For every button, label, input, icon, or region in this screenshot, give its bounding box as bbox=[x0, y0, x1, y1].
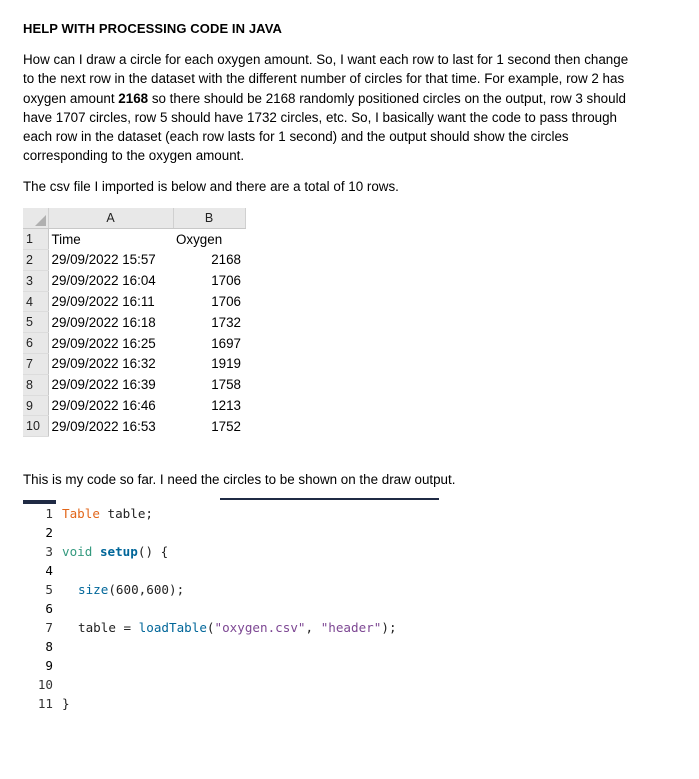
cell-time: 29/09/2022 16:53 bbox=[51, 418, 156, 434]
code-line-5 bbox=[78, 580, 184, 599]
line-number: 7 bbox=[23, 618, 56, 637]
cell-time: 29/09/2022 16:25 bbox=[51, 335, 156, 351]
cell-time: 29/09/2022 16:04 bbox=[51, 273, 156, 289]
code-text: ( bbox=[206, 620, 215, 635]
question-body-paragraph bbox=[23, 50, 633, 166]
code-line-7 bbox=[78, 618, 397, 637]
table-row bbox=[23, 312, 245, 333]
line-number: 1 bbox=[23, 504, 56, 523]
cell-oxygen: 2168 bbox=[211, 252, 241, 268]
cell-time: Time bbox=[51, 231, 81, 247]
row-number: 6 bbox=[23, 333, 48, 354]
code-text: , bbox=[305, 620, 321, 635]
para-bold-value: 2168 bbox=[118, 90, 149, 106]
code-line-1 bbox=[62, 504, 153, 523]
row-number: 7 bbox=[23, 354, 48, 375]
row-number: 4 bbox=[23, 291, 48, 312]
table-row bbox=[23, 333, 245, 354]
code-line-3 bbox=[62, 542, 168, 561]
table-row bbox=[23, 229, 245, 250]
para-text-cont: so there should be 2168 randomly positioned circles on the output, row 3 should have 1707 circles, row 5 should have 1732 circles, etc. So, I basically want the code to pass through each row in the dataset (each row lasts for 1 second) and the output should show the circles corresponding to the oxygen amount. bbox=[23, 90, 626, 164]
table-row bbox=[23, 354, 245, 375]
table-row bbox=[23, 395, 245, 416]
row-number: 9 bbox=[23, 395, 48, 416]
type-keyword: Table bbox=[62, 506, 100, 521]
cell-oxygen: Oxygen bbox=[176, 231, 223, 247]
line-number: 3 bbox=[23, 542, 56, 561]
cell-oxygen: 1706 bbox=[211, 273, 241, 289]
table-row bbox=[23, 291, 245, 312]
row-number: 10 bbox=[23, 416, 48, 437]
cell-oxygen: 1706 bbox=[211, 294, 241, 310]
column-header-a: A bbox=[48, 208, 173, 229]
code-text: table; bbox=[99, 506, 153, 521]
function-call: loadTable bbox=[138, 620, 207, 635]
function-name: setup bbox=[99, 544, 138, 559]
line-number: 6 bbox=[23, 599, 56, 618]
line-number: 11 bbox=[23, 694, 56, 713]
cell-oxygen: 1732 bbox=[211, 314, 241, 330]
csv-intro-paragraph: The csv file I imported is below and there are a total of 10 rows. bbox=[23, 179, 399, 194]
code-text: } bbox=[62, 696, 70, 711]
line-number: 5 bbox=[23, 580, 56, 599]
cell-time: 29/09/2022 16:39 bbox=[51, 377, 156, 393]
line-number: 9 bbox=[23, 656, 56, 675]
code-block bbox=[23, 500, 439, 712]
row-number: 3 bbox=[23, 270, 48, 291]
cell-oxygen: 1213 bbox=[211, 398, 241, 414]
row-number: 2 bbox=[23, 250, 48, 271]
row-number: 5 bbox=[23, 312, 48, 333]
cell-time: 29/09/2022 16:32 bbox=[51, 356, 156, 372]
table-row bbox=[23, 270, 245, 291]
cell-oxygen: 1752 bbox=[211, 418, 241, 434]
line-number: 4 bbox=[23, 561, 56, 580]
code-intro-paragraph: This is my code so far. I need the circles to be shown on the draw output. bbox=[23, 472, 456, 487]
select-all-corner bbox=[23, 208, 48, 229]
code-text: () { bbox=[137, 544, 169, 559]
column-header-b: B bbox=[173, 208, 245, 229]
line-number: 2 bbox=[23, 523, 56, 542]
cell-time: 29/09/2022 15:57 bbox=[51, 252, 156, 268]
row-number: 1 bbox=[23, 229, 48, 250]
question-title: HELP WITH PROCESSING CODE IN JAVA bbox=[23, 21, 282, 36]
string-literal: "oxygen.csv" bbox=[214, 620, 306, 635]
cell-time: 29/09/2022 16:18 bbox=[51, 314, 156, 330]
cell-oxygen: 1697 bbox=[211, 335, 241, 351]
table-row bbox=[23, 416, 245, 437]
para-text: How can I draw a circle for each oxygen amount. So, I want each row to last for 1 second then change to the next row in the dataset with the different number of circles for that time. For example, row 2 has oxygen amount bbox=[23, 52, 629, 106]
csv-spreadsheet bbox=[23, 208, 246, 437]
cell-time: 29/09/2022 16:46 bbox=[51, 398, 156, 414]
table-row bbox=[23, 374, 245, 395]
row-number: 8 bbox=[23, 374, 48, 395]
line-number: 8 bbox=[23, 637, 56, 656]
line-number: 10 bbox=[23, 675, 56, 694]
cell-oxygen: 1758 bbox=[211, 377, 241, 393]
table-row bbox=[23, 250, 245, 271]
cell-time: 29/09/2022 16:11 bbox=[51, 294, 155, 310]
code-text: (600,600); bbox=[108, 582, 185, 597]
function-call: size bbox=[78, 582, 109, 597]
string-literal: "header" bbox=[320, 620, 382, 635]
cell-oxygen: 1919 bbox=[211, 356, 241, 372]
code-text: ); bbox=[381, 620, 397, 635]
code-text: table = bbox=[78, 620, 139, 635]
column-header-row bbox=[23, 208, 245, 229]
void-keyword: void bbox=[62, 544, 93, 559]
code-line-11 bbox=[62, 694, 70, 713]
